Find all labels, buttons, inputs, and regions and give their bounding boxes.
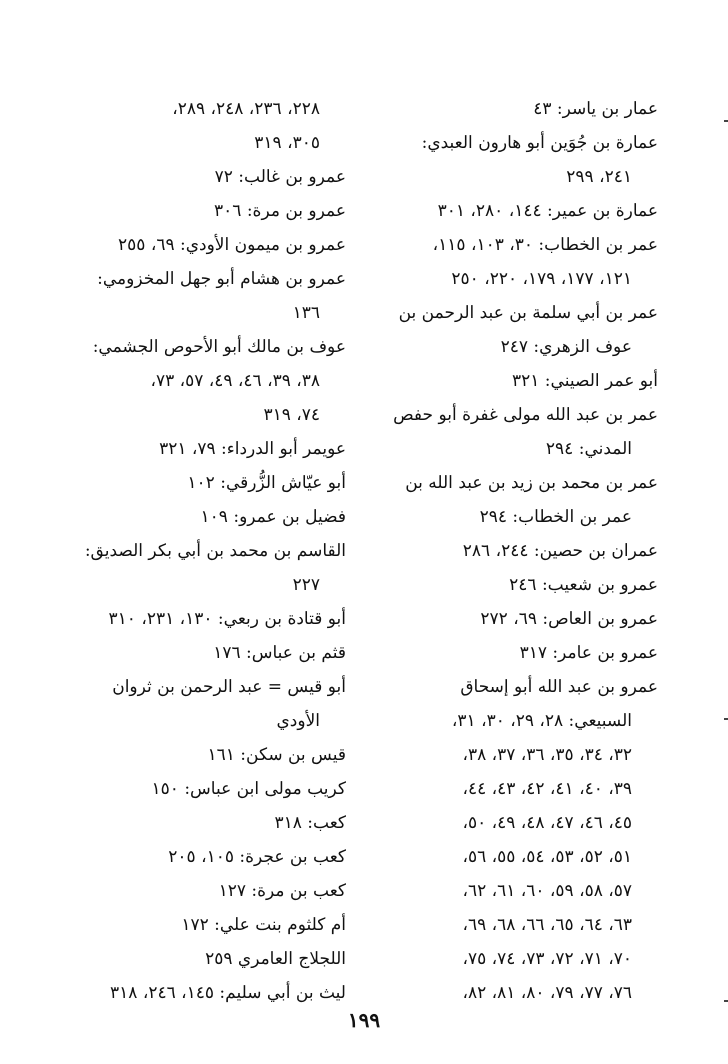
index-entry-line: عمرو بن شعيب: ٢٤٦ — [509, 575, 658, 595]
index-entry-line: عمرو بن عامر: ٣١٧ — [519, 643, 658, 663]
index-entry-line: عمرو بن غالب: ٧٢ — [214, 167, 346, 187]
index-entry-line: ٣٨، ٣٩، ٤٦، ٤٩، ٥٧، ٧٣، — [150, 371, 320, 391]
index-entry-line: ٢٢٧ — [292, 575, 320, 595]
index-entry-line: الأودي — [276, 711, 320, 731]
index-column-left — [46, 92, 346, 1010]
index-entry-line: أبو قتادة بن ربعي: ١٣٠، ٢٣١، ٣١٠ — [108, 609, 346, 629]
edge-mark — [724, 718, 728, 720]
index-entry-line: ٧٠، ٧١، ٧٢، ٧٣، ٧٤، ٧٥، — [462, 949, 632, 969]
index-entry-line: عمارة بن عمير: ١٤٤، ٢٨٠، ٣٠١ — [437, 201, 658, 221]
index-entry-line: ٢٤١، ٢٩٩ — [566, 167, 632, 187]
index-entry-line: ١٢١، ١٧٧، ١٧٩، ٢٢٠، ٢٥٠ — [451, 269, 632, 289]
index-entry-line: عوف بن مالك أبو الأحوص الجشمي: — [92, 337, 346, 357]
index-entry-line: السبيعي: ٢٨، ٢٩، ٣٠، ٣١، — [451, 711, 632, 731]
index-entry-line: ٣٠٥، ٣١٩ — [254, 133, 320, 153]
index-entry-line: قيس بن سكن: ١٦١ — [207, 745, 346, 765]
index-entry-line: ٤٥، ٤٦، ٤٧، ٤٨، ٤٩، ٥٠، — [462, 813, 632, 833]
index-entry-line: عمرو بن عبد الله أبو إسحاق — [460, 677, 658, 697]
index-entry-line: عمرو بن العاص: ٦٩، ٢٧٢ — [480, 609, 658, 629]
index-entry-line: ٣٢، ٣٤، ٣٥، ٣٦، ٣٧، ٣٨، — [462, 745, 632, 765]
index-entry-line: عوف الزهري: ٢٤٧ — [500, 337, 632, 357]
index-entry-line: عمرو بن هشام أبو جهل المخزومي: — [97, 269, 346, 289]
index-entry-line: قثم بن عباس: ١٧٦ — [213, 643, 346, 663]
index-entry-line: أبو قيس = عبد الرحمن بن ثروان — [112, 677, 346, 697]
index-entry-line: ٥١، ٥٢، ٥٣، ٥٤، ٥٥، ٥٦، — [462, 847, 632, 867]
index-entry-line: عمر بن أبي سلمة بن عبد الرحمن بن — [398, 303, 658, 323]
index-entry-line: عمارة بن جُوَين أبو هارون العبدي: — [421, 133, 658, 153]
index-entry-line: عمر بن الخطاب: ٢٩٤ — [479, 507, 632, 527]
index-entry-line: المدني: ٢٩٤ — [545, 439, 632, 459]
index-entry-line: عمار بن ياسر: ٤٣ — [533, 99, 658, 119]
index-entry-line: فضيل بن عمرو: ١٠٩ — [200, 507, 346, 527]
index-entry-line: ليث بن أبي سليم: ١٤٥، ٢٤٦، ٣١٨ — [110, 983, 346, 1003]
index-entry-line: ٢٢٨، ٢٣٦، ٢٤٨، ٢٨٩، — [172, 99, 320, 119]
index-entry-line: ٧٦، ٧٧، ٧٩، ٨٠، ٨١، ٨٢، — [462, 983, 632, 1003]
index-entry-line: عمر بن محمد بن زيد بن عبد الله بن — [405, 473, 658, 493]
index-entry-line: ٦٣، ٦٤، ٦٥، ٦٦، ٦٨، ٦٩، — [462, 915, 632, 935]
index-entry-line: كعب: ٣١٨ — [274, 813, 346, 833]
index-entry-line: عمرو بن ميمون الأودي: ٦٩، ٢٥٥ — [118, 235, 346, 255]
index-entry-line: أبو عمر الصيني: ٣٢١ — [511, 371, 658, 391]
index-entry-line: عويمر أبو الدرداء: ٧٩، ٣٢١ — [159, 439, 346, 459]
index-entry-line: عمرو بن مرة: ٣٠٦ — [214, 201, 346, 221]
edge-mark — [724, 1000, 728, 1002]
index-column-right — [360, 92, 658, 1010]
index-entry-line: ٣٩، ٤٠، ٤١، ٤٢، ٤٣، ٤٤، — [462, 779, 632, 799]
index-entry-line: عمر بن الخطاب: ٣٠، ١٠٣، ١١٥، — [432, 235, 658, 255]
index-entry-line: كريب مولى ابن عباس: ١٥٠ — [151, 779, 346, 799]
page-number: ١٩٩ — [347, 1008, 381, 1032]
index-entry-line: كعب بن مرة: ١٢٧ — [218, 881, 346, 901]
index-entry-line: عمران بن حصين: ٢٤٤، ٢٨٦ — [462, 541, 658, 561]
index-entry-line: أم كلثوم بنت علي: ١٧٢ — [181, 915, 346, 935]
edge-mark — [724, 120, 728, 122]
index-entry-line: اللجلاج العامري ٢٥٩ — [205, 949, 346, 969]
index-entry-line: عمر بن عبد الله مولى غفرة أبو حفص — [393, 405, 658, 425]
index-entry-line: كعب بن عجرة: ١٠٥، ٢٠٥ — [168, 847, 346, 867]
index-entry-line: ١٣٦ — [292, 303, 320, 323]
index-entry-line: القاسم بن محمد بن أبي بكر الصديق: — [84, 541, 346, 561]
index-entry-line: ٧٤، ٣١٩ — [263, 405, 320, 425]
index-entry-line: أبو عيّاش الزُّرقي: ١٠٢ — [187, 473, 346, 493]
index-entry-line: ٥٧، ٥٨، ٥٩، ٦٠، ٦١، ٦٢، — [462, 881, 632, 901]
